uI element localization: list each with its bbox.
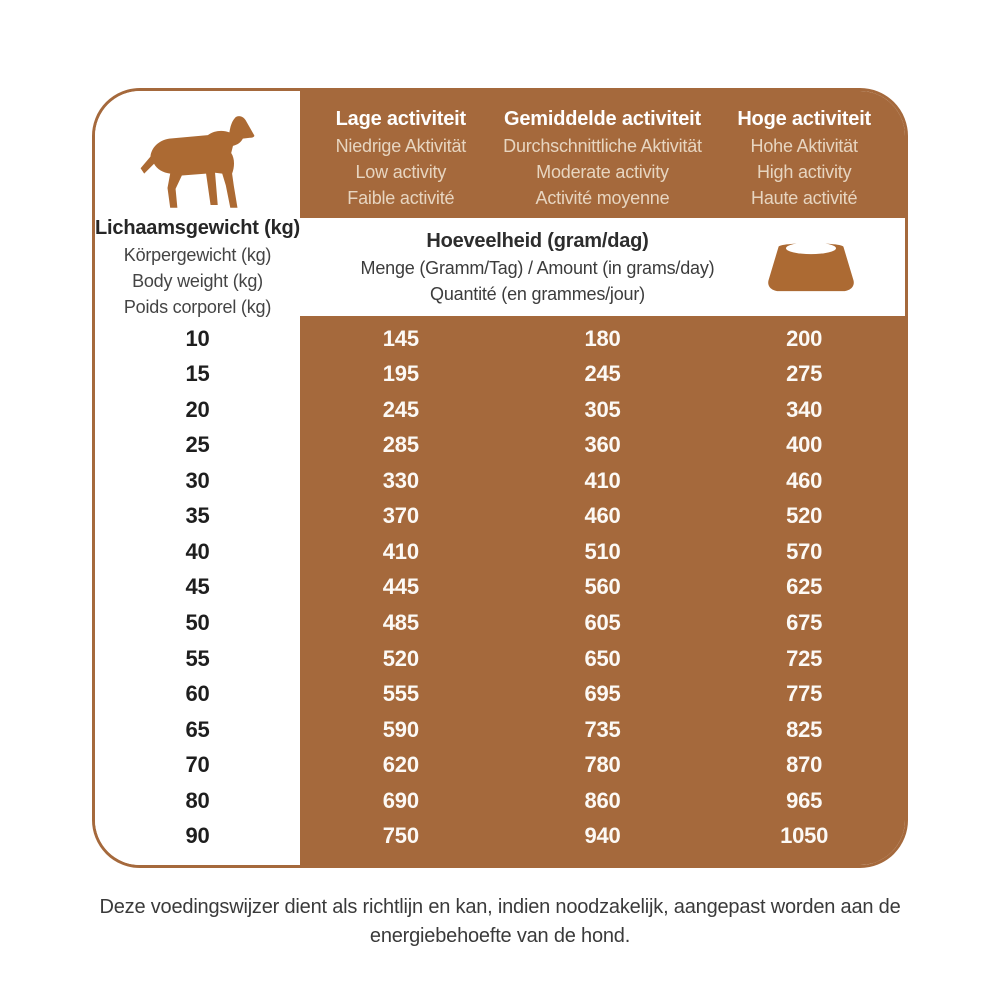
table-row xyxy=(300,428,905,464)
high-activity-subtitle-en: High activity xyxy=(756,162,852,182)
table-row xyxy=(300,392,905,428)
weight-cell: 35 xyxy=(185,503,210,529)
amount-cell-high: 825 xyxy=(786,716,823,742)
weight-cell: 15 xyxy=(185,361,210,387)
weight-cell: 55 xyxy=(185,645,210,671)
table-row xyxy=(300,676,905,712)
amount-cell-moderate: 510 xyxy=(584,538,621,564)
amount-cell-low: 750 xyxy=(382,823,419,849)
body-weight-subtitle-fr: Poids corporel (kg) xyxy=(123,296,272,317)
dog-bowl-icon xyxy=(761,239,861,295)
footer-note-line-1: Deze voedingswijzer dient als richtlijn en kan, indien noodzakelijk, aangepast worden aan de xyxy=(99,896,901,918)
amount-cell-low: 145 xyxy=(382,325,419,351)
low-activity-subtitle-de: Niedrige Aktivität xyxy=(335,136,467,156)
high-activity-subtitle-fr: Haute activité xyxy=(751,188,858,208)
weight-cell: 65 xyxy=(185,716,210,742)
amount-cell-low: 330 xyxy=(382,467,419,493)
amount-cell-low: 690 xyxy=(382,787,419,813)
moderate-activity-subtitle-fr: Activité moyenne xyxy=(535,188,670,208)
weight-cell: 25 xyxy=(185,432,210,458)
amounts-area xyxy=(300,91,905,865)
amount-cell-low: 620 xyxy=(382,752,419,778)
amount-rows xyxy=(300,316,905,865)
activity-header-row xyxy=(300,91,905,218)
table-row xyxy=(300,783,905,819)
amount-cell-high: 460 xyxy=(786,467,823,493)
amount-cell-high: 1050 xyxy=(780,823,829,849)
amount-cell-moderate: 780 xyxy=(584,752,621,778)
amount-cell-low: 590 xyxy=(382,716,419,742)
table-row xyxy=(300,463,905,499)
low-activity-subtitle-en: Low activity xyxy=(355,162,447,182)
weight-cell: 20 xyxy=(185,396,210,422)
amount-cell-moderate: 460 xyxy=(584,503,621,529)
low-activity-subtitle-fr: Faible activité xyxy=(347,188,455,208)
amount-cell-high: 275 xyxy=(786,361,823,387)
feeding-table-card xyxy=(92,88,908,868)
amount-cell-low: 445 xyxy=(382,574,419,600)
table-row xyxy=(300,357,905,393)
footer-note xyxy=(0,893,1000,951)
weight-cell: 50 xyxy=(185,610,210,636)
amount-cell-low: 285 xyxy=(382,432,419,458)
high-activity-title: Hoge activiteit xyxy=(737,108,872,130)
amount-cell-moderate: 245 xyxy=(584,361,621,387)
column-header-low-activity xyxy=(300,106,502,211)
table-row xyxy=(300,641,905,677)
amount-cell-moderate: 695 xyxy=(584,681,621,707)
table-row xyxy=(300,570,905,606)
amount-cell-moderate: 360 xyxy=(584,432,621,458)
body-weight-column xyxy=(95,91,300,865)
amount-cell-high: 340 xyxy=(786,396,823,422)
column-header-high-activity xyxy=(703,106,905,211)
table-row xyxy=(300,605,905,641)
amount-cell-high: 965 xyxy=(786,787,823,813)
moderate-activity-subtitle-en: Moderate activity xyxy=(536,162,669,182)
amount-cell-low: 520 xyxy=(382,645,419,671)
amount-cell-moderate: 940 xyxy=(584,823,621,849)
weight-cell: 10 xyxy=(185,325,210,351)
amount-cell-high: 870 xyxy=(786,752,823,778)
amount-cell-low: 555 xyxy=(382,681,419,707)
amount-cell-high: 675 xyxy=(786,610,823,636)
amount-band-subtitle-fr: Quantité (en grammes/jour) xyxy=(430,283,645,304)
amount-band-subtitle-de-en: Menge (Gramm/Tag) / Amount (in grams/day) xyxy=(360,257,715,278)
amount-cell-moderate: 410 xyxy=(584,467,621,493)
table-row xyxy=(300,818,905,854)
amount-cell-high: 200 xyxy=(786,325,823,351)
amount-band xyxy=(300,218,905,316)
weight-cell: 90 xyxy=(185,823,210,849)
amount-cell-low: 195 xyxy=(382,361,419,387)
weight-cell: 40 xyxy=(185,538,210,564)
amount-cell-low: 245 xyxy=(382,396,419,422)
body-weight-subtitle-de: Körpergewicht (kg) xyxy=(123,244,272,265)
amount-cell-low: 370 xyxy=(382,503,419,529)
weight-cell: 70 xyxy=(185,752,210,778)
weight-cell: 30 xyxy=(185,467,210,493)
amount-cell-high: 400 xyxy=(786,432,823,458)
amount-cell-moderate: 560 xyxy=(584,574,621,600)
body-weight-subtitle-en: Body weight (kg) xyxy=(132,270,263,291)
table-row xyxy=(300,712,905,748)
amount-cell-high: 520 xyxy=(786,503,823,529)
table-row xyxy=(300,534,905,570)
amount-cell-moderate: 180 xyxy=(584,325,621,351)
table-row xyxy=(300,321,905,357)
high-activity-subtitle-de: Hohe Aktivität xyxy=(750,136,858,156)
amount-cell-moderate: 860 xyxy=(584,787,621,813)
low-activity-title: Lage activiteit xyxy=(335,108,467,130)
amount-cell-high: 775 xyxy=(786,681,823,707)
body-weight-header xyxy=(95,218,300,316)
body-weight-title: Lichaamsgewicht (kg) xyxy=(95,216,300,239)
dog-silhouette-icon xyxy=(137,112,259,212)
table-row xyxy=(300,747,905,783)
weight-cell: 45 xyxy=(185,574,210,600)
moderate-activity-title: Gemiddelde activiteit xyxy=(504,108,701,130)
footer-note-line-2: energiebehoefte van de hond. xyxy=(369,925,631,947)
amount-cell-moderate: 735 xyxy=(584,716,621,742)
amount-cell-high: 570 xyxy=(786,538,823,564)
amount-cell-low: 485 xyxy=(382,610,419,636)
weight-list xyxy=(95,316,300,865)
moderate-activity-subtitle-de: Durchschnittliche Aktivität xyxy=(503,136,702,156)
weight-cell: 80 xyxy=(185,787,210,813)
amount-cell-moderate: 605 xyxy=(584,610,621,636)
amount-cell-moderate: 650 xyxy=(584,645,621,671)
table-row xyxy=(300,499,905,535)
amount-cell-high: 625 xyxy=(786,574,823,600)
amount-cell-moderate: 305 xyxy=(584,396,621,422)
amount-band-title: Hoeveelheid (gram/dag) xyxy=(426,229,649,252)
dog-icon-area xyxy=(95,91,300,218)
column-header-moderate-activity xyxy=(502,106,704,211)
weight-cell: 60 xyxy=(185,681,210,707)
amount-cell-low: 410 xyxy=(382,538,419,564)
amount-cell-high: 725 xyxy=(786,645,823,671)
